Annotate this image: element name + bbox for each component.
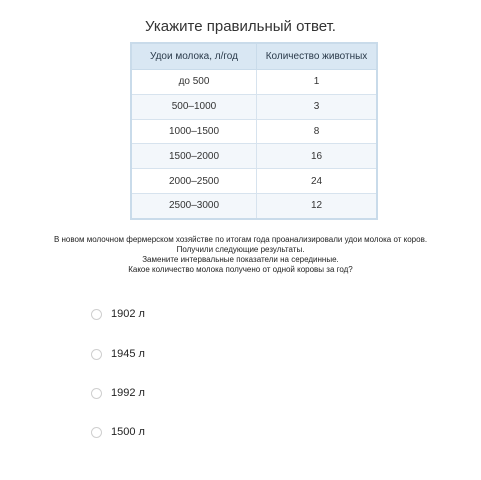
- table-header-row: [131, 43, 377, 70]
- table-row: [131, 119, 377, 144]
- count-cell: 16: [257, 144, 378, 169]
- description-line: В новом молочном фермерском хозяйстве по итогам года проанализировали удои молока от коров.: [53, 235, 428, 244]
- milk-yield-table: [130, 42, 378, 220]
- answer-option-label: 1945 л: [111, 348, 145, 360]
- yield-cell: 2000–2500: [131, 169, 257, 194]
- yield-cell: 500–1000: [131, 94, 257, 119]
- count-cell: 3: [257, 94, 378, 119]
- radio-button[interactable]: [91, 309, 102, 320]
- yield-cell: 1500–2000: [131, 144, 257, 169]
- count-cell: 24: [257, 169, 378, 194]
- table-row: [131, 94, 377, 119]
- answer-option-4[interactable]: [91, 424, 291, 440]
- column-header-yield: Удои молока, л/год: [131, 43, 257, 70]
- question-description: [0, 235, 481, 275]
- column-header-count: Количество животных: [257, 43, 378, 70]
- table-row: [131, 70, 377, 95]
- count-cell: 12: [257, 193, 378, 218]
- description-line: Замените интервальные показатели на серединные.: [142, 255, 339, 264]
- answer-option-2[interactable]: [91, 346, 291, 362]
- table-row: [131, 169, 377, 194]
- answer-option-label: 1992 л: [111, 387, 145, 399]
- description-line: Получили следующие результаты.: [176, 245, 305, 254]
- table-row: [131, 193, 377, 218]
- question-title: Укажите правильный ответ.: [145, 18, 336, 35]
- answer-option-label: 1902 л: [111, 308, 145, 320]
- count-cell: 8: [257, 119, 378, 144]
- radio-button[interactable]: [91, 349, 102, 360]
- count-cell: 1: [257, 70, 378, 95]
- radio-button[interactable]: [91, 427, 102, 438]
- description-line: Какое количество молока получено от одной коровы за год?: [128, 265, 353, 274]
- answer-option-label: 1500 л: [111, 426, 145, 438]
- yield-cell: до 500: [131, 70, 257, 95]
- radio-button[interactable]: [91, 388, 102, 399]
- answer-option-1[interactable]: [91, 306, 291, 322]
- table-row: [131, 144, 377, 169]
- yield-cell: 1000–1500: [131, 119, 257, 144]
- answer-option-3[interactable]: [91, 385, 291, 401]
- yield-cell: 2500–3000: [131, 193, 257, 218]
